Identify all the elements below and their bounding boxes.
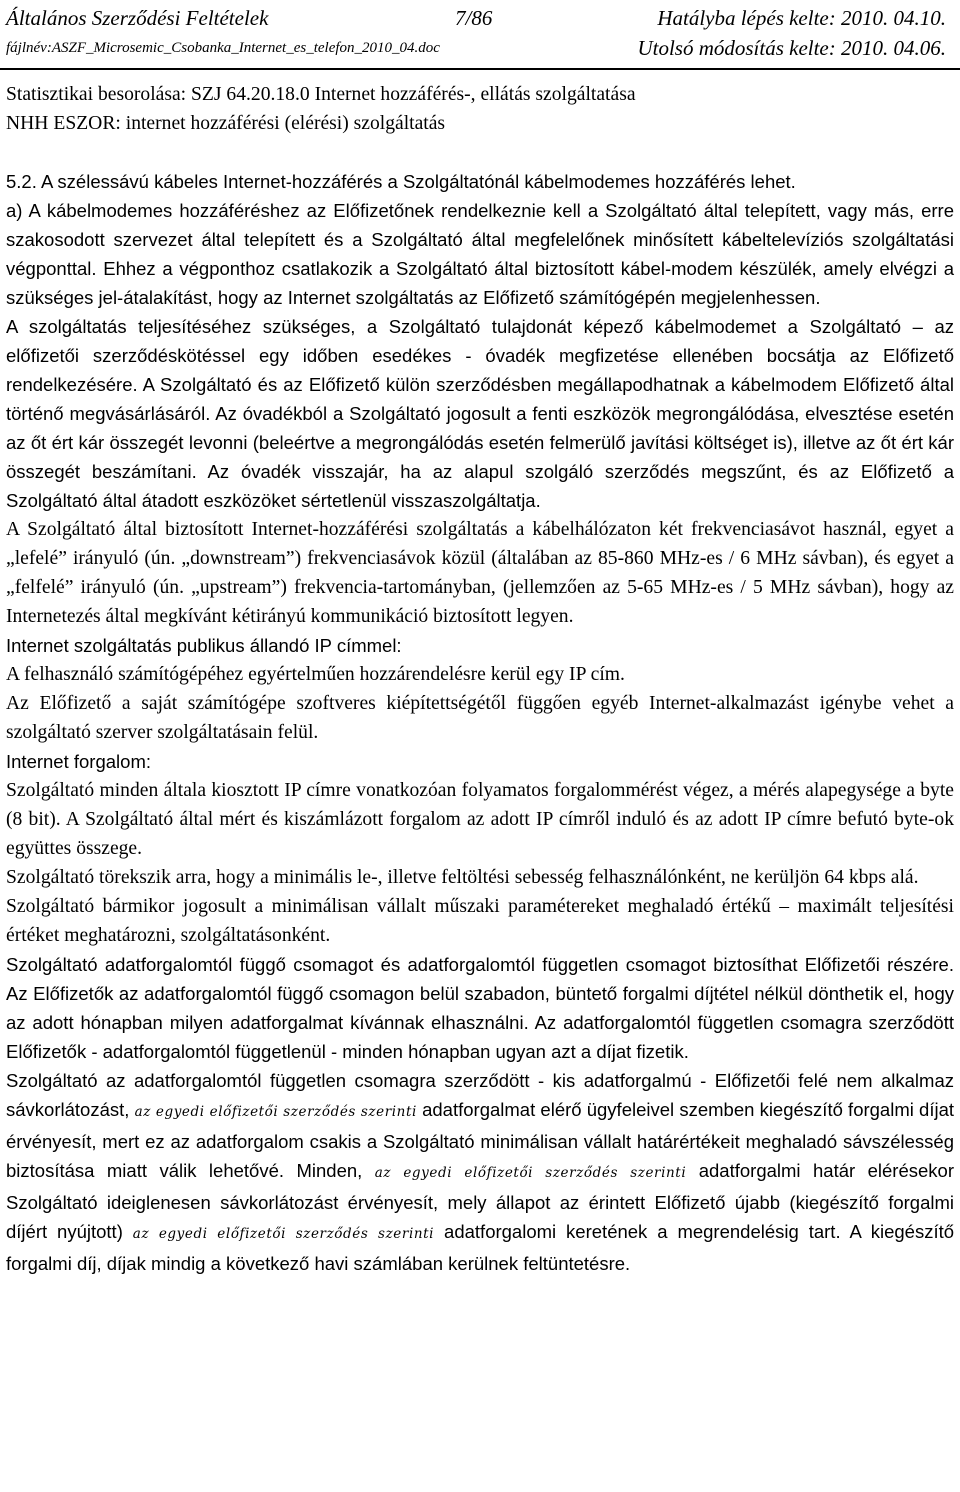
contract-phrase: az egyedi előfizetői szerződés szerinti — [134, 1104, 417, 1120]
paragraph-bandwidth-limit — [6, 1066, 954, 1278]
paragraph-server: Az Előfizető a saját számítógépe szoftveres kiépítettségétől függően egyéb Internet-alkalmazást igénybe vehet a szolgáltató szerver szolgáltatásain felül. — [6, 693, 954, 743]
page-number: 7/86 — [455, 6, 493, 30]
paragraph-cable-modem: a) A kábelmodemes hozzáféréshez az Előfizetőnek rendelkeznie kell a Szolgáltató által telepített, vagy más, erre szakosodott szervezet által telepített és a Szolgáltató által megfelelőnek minősített kábeltelevíziós szolgáltatási végponttal. Ehhez a végponthoz csatlakozik a Szolgáltató által biztosított kábel-modem készülék, amely elvégzi a szükséges jel-átalakítást, hogy az Internet szolgáltatás az Előfizető számítógépén megjelenhessen. — [6, 200, 954, 308]
text-run: adatforgalomi keretének a megrendelésig tart. A kiegészítő forgalmi díj, díjak mindig a következő havi számlában kerülnek feltüntetésre. — [6, 1221, 955, 1274]
contract-phrase: az egyedi előfizetői szerződés szerinti — [132, 1226, 435, 1242]
effective-date: Hatályba lépés kelte: 2010. 04.10. — [657, 6, 946, 30]
text-run: adatforgalmi határ elérésekor Szolgáltató ideiglenesen sávkorlátozást érvényesít, mely állapot az érintett Előfizető újabb (kiegészítő forgalmi díjért nyújtott) — [6, 1160, 954, 1242]
nhh-line: NHH ESZOR: internet hozzáférési (elérési) szolgáltatás — [6, 113, 446, 134]
text-run: adatforgalmat elérő ügyfeleivel szemben kiegészítő forgalmi díjat érvényesít, mert ez az adatforgalom csakis a Szolgáltató minimálisan vállalt határértékeit meghaladó sávszélesség biztosítása miatt válik lehetővé. Minden, — [6, 1099, 954, 1181]
paragraph-frequency: A Szolgáltató által biztosított Internet-hozzáférési szolgáltatás a kábelhálózaton két frekvenciasávot használ, egyet a „lefelé” irányuló (ún. „downstream”) frekvenciasávok közül (általában az 85-860 MHz-es / 6 MHz sávban), és egyet a „felfelé” irányuló (ún. „upstream”) frekvencia-tartományban, (jellemzően az 5-65 MHz-es / 5 MHz sávban), hogy az Internetezés által megkívánt kétirányú kommunikáció biztosított legyen. — [6, 519, 954, 627]
paragraph-speed: Szolgáltató törekszik arra, hogy a minimális le-, illetve feltöltési sebesség felhasználónként, ne kerüljön 64 kbps alá. — [6, 867, 919, 888]
contract-phrase: az egyedi előfizetői szerződés szerinti — [374, 1165, 687, 1181]
paragraph-parameters: Szolgáltató bármikor jogosult a minimálisan vállalt műszaki paramétereket meghaladó értékű – maximált teljesítési értéket meghatározni, szolgáltatásonként. — [6, 896, 954, 946]
paragraph-measurement: Szolgáltató minden általa kiosztott IP címre vonatkozóan folyamatos forgalommérést végez, a mérés alapegysége a byte (8 bit). A Szolgáltató által mért és kiszámlázott forgalom az adott IP címről induló és az adott IP címre befutó byte-ok együttes összege. — [6, 780, 954, 859]
paragraph-packages: Szolgáltató adatforgalomtól függő csomagot és adatforgalomtól független csomagot biztosíthat Előfizetői részére. Az Előfizetők az adatforgalomtól függő csomagon belül szabadon, büntető forgalmi díjtétel nélkül dönthetik el, hogy az adott hónapban milyen adatforgalmat kívánnak elhasználni. Az adatforgalomtól független csomagra szerződött Előfizetők - adatforgalomtól függetlenül - minden hónapban ugyan azt a díjat fizetik. — [6, 954, 954, 1062]
ip-label: Internet szolgáltatás publikus állandó IP címmel: — [6, 635, 402, 656]
traffic-label: Internet forgalom: — [6, 751, 151, 772]
classification-line: Statisztikai besorolása: SZJ 64.20.18.0 Internet hozzáférés-, ellátás szolgáltatása — [6, 84, 636, 105]
modified-date: Utolsó módosítás kelte: 2010. 04.06. — [637, 36, 946, 60]
section-heading: 5.2. A szélessávú kábeles Internet-hozzáférés a Szolgáltatónál kábelmodemes hozzáférés lehet. — [6, 171, 796, 192]
page-header — [0, 0, 960, 70]
file-name: fájlnév:ASZF_Microsemic_Csobanka_Internet_es_telefon_2010_04.doc — [6, 40, 440, 56]
text-run: Szolgáltató az adatforgalomtól független csomagra szerződött - kis adatforgalmú - Előfizetői felé nem alkalmaz sávkorlátozást, — [6, 1070, 954, 1120]
document-title: Általános Szerződési Feltételek — [6, 6, 269, 30]
paragraph-ip: A felhasználó számítógépéhez egyértelműen hozzárendelésre kerül egy IP cím. — [6, 664, 625, 685]
paragraph-deposit: A szolgáltatás teljesítéséhez szükséges, a Szolgáltató tulajdonát képező kábelmodemet a Szolgáltató – az előfizetői szerződéskötéssel egy időben esedékes - óvadék megfizetése ellenében bocsátja az Előfizető rendelkezésére. A Szolgáltató és az Előfizető külön szerződésben megállapodhatnak a kábelmodem Előfizető által történő megvásárlásáról. Az óvadékból a Szolgáltató jogosult a fenti eszközök megrongálódása, elvesztése esetén az őt ért kár összegét levonni (beleértve a megrongálódás esetén felmerülő javítási költséget is), illetve az őt ért kár összegét beszámítani. Az óvadék visszajár, ha az alapul szolgáló szerződés megszűnt, és az Előfizető a Szolgáltató által átadott eszközöket sértetlenül visszaszolgáltatja. — [6, 316, 954, 511]
document-body — [6, 80, 954, 1278]
